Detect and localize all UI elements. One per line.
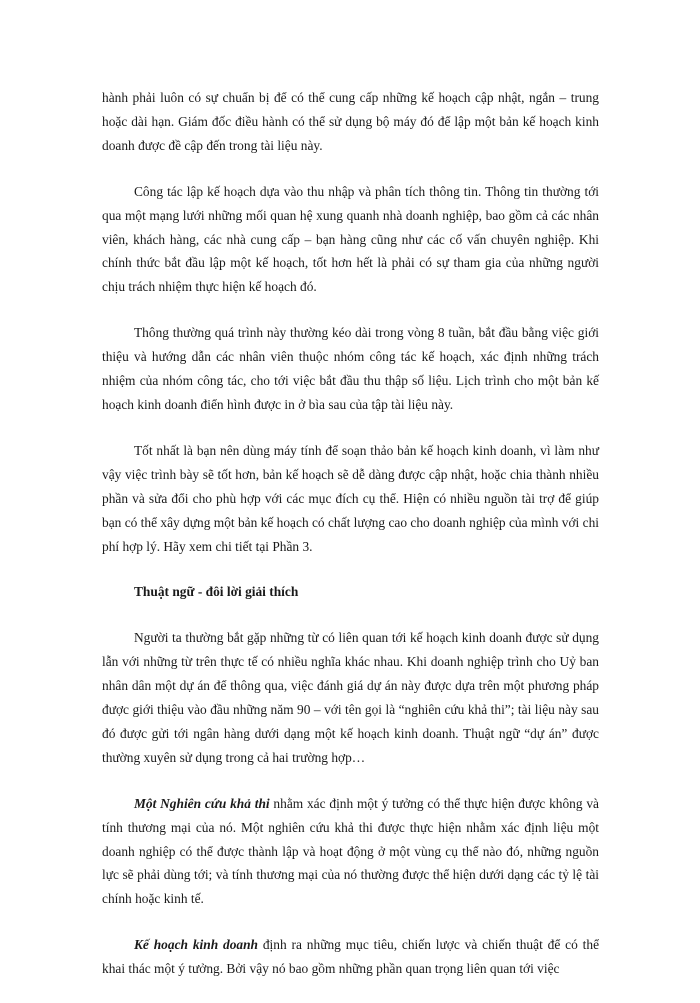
term-feasibility-study: Một Nghiên cứu khả thi [134, 795, 270, 811]
paragraph-planning-information: Công tác lập kế hoạch dựa vào thu nhập và phân tích thông tin. Thông tin thường tới qua một mạng lưới những mối quan hệ xung quanh nhà doanh nghiệp, bao gồm cả các nhân viên, khách hàng, các nhà cung cấp – bạn hàng cũng như các cố vấn chuyên nghiệp. Khi chính thức bắt đầu lập một kế hoạch, tốt hơn hết là phải có sự tham gia của những người chịu trách nhiệm thực hiện kế hoạch đó. [102, 183, 599, 295]
business-plan-definition: định ra những mục tiêu, chiến lược và chiến thuật để có thể khai thác một ý tưởng. Bởi vậy nó bao gồm những phần quan trọng liên quan tới việc [102, 937, 600, 977]
paragraph-business-plan [102, 933, 599, 981]
paragraph-feasibility-study [102, 792, 599, 912]
paragraph-planning-timeline: Thông thường quá trình này thường kéo dài trong vòng 8 tuần, bắt đầu bằng việc giới thiệu và hướng dẫn các nhân viên thuộc nhóm công tác kế hoạch, xác định những trách nhiệm của nhóm công tác, cho tới việc bắt đầu thu thập số liệu. Lịch trình cho một bản kế hoạch kinh doanh điển hình được in ở bìa sau của tập tài liệu này. [102, 325, 599, 412]
document-page [102, 86, 599, 1003]
section-heading: Thuật ngữ - đôi lời giải thích [134, 584, 299, 600]
feasibility-study-definition: nhằm xác định một ý tưởng có thể thực hiện được không và tính thương mại của nó. Một nghiên cứu khả thi được thực hiện nhằm xác định liệu một doanh nghiệp có thể được thành lập và hoạt động ở một vùng cụ thể nào đó, những nguồn lực sẽ phải dùng tới; và tính thương mại của nó thường được thể hiện dưới dạng các tỷ lệ tài chính hoặc kinh tế. [102, 795, 599, 907]
paragraph-continuation: hành phải luôn có sự chuẩn bị để có thể cung cấp những kế hoạch cập nhật, ngắn – trung hoặc dài hạn. Giám đốc điều hành có thể sử dụng bộ máy đó để lập một bản kế hoạch kinh doanh được đề cập đến trong tài liệu này. [102, 90, 599, 153]
paragraph-terminology: Người ta thường bắt gặp những từ có liên quan tới kế hoạch kinh doanh được sử dụng lẫn với những từ trên thực tế có nhiều nghĩa khác nhau. Khi doanh nghiệp trình cho Uỷ ban nhân dân một dự án để thông qua, việc đánh giá dự án này được dựa trên một phương pháp được giới thiệu vào đầu những năm 90 – với tên gọi là “nghiên cứu khả thi”; tài liệu này sau đó được gửi tới ngân hàng dưới dạng một kế hoạch kinh doanh. Thuật ngữ “dự án” được thường xuyên sử dụng trong cả hai trường hợp… [102, 630, 599, 765]
paragraph-use-computer: Tốt nhất là bạn nên dùng máy tính để soạn thảo bản kế hoạch kinh doanh, vì làm như vậy việc trình bày sẽ tốt hơn, bản kế hoạch sẽ dễ dàng được cập nhật, hoặc chia thành nhiều phần và sửa đổi cho phù hợp với các mục đích cụ thể. Hiện có nhiều nguồn tài trợ để giúp bạn có thể xây dựng một bản kế hoạch có chất lượng cao cho doanh nghiệp của mình với chi phí hợp lý. Hãy xem chi tiết tại Phần 3. [102, 442, 599, 554]
term-business-plan: Kế hoạch kinh doanh [134, 937, 258, 953]
